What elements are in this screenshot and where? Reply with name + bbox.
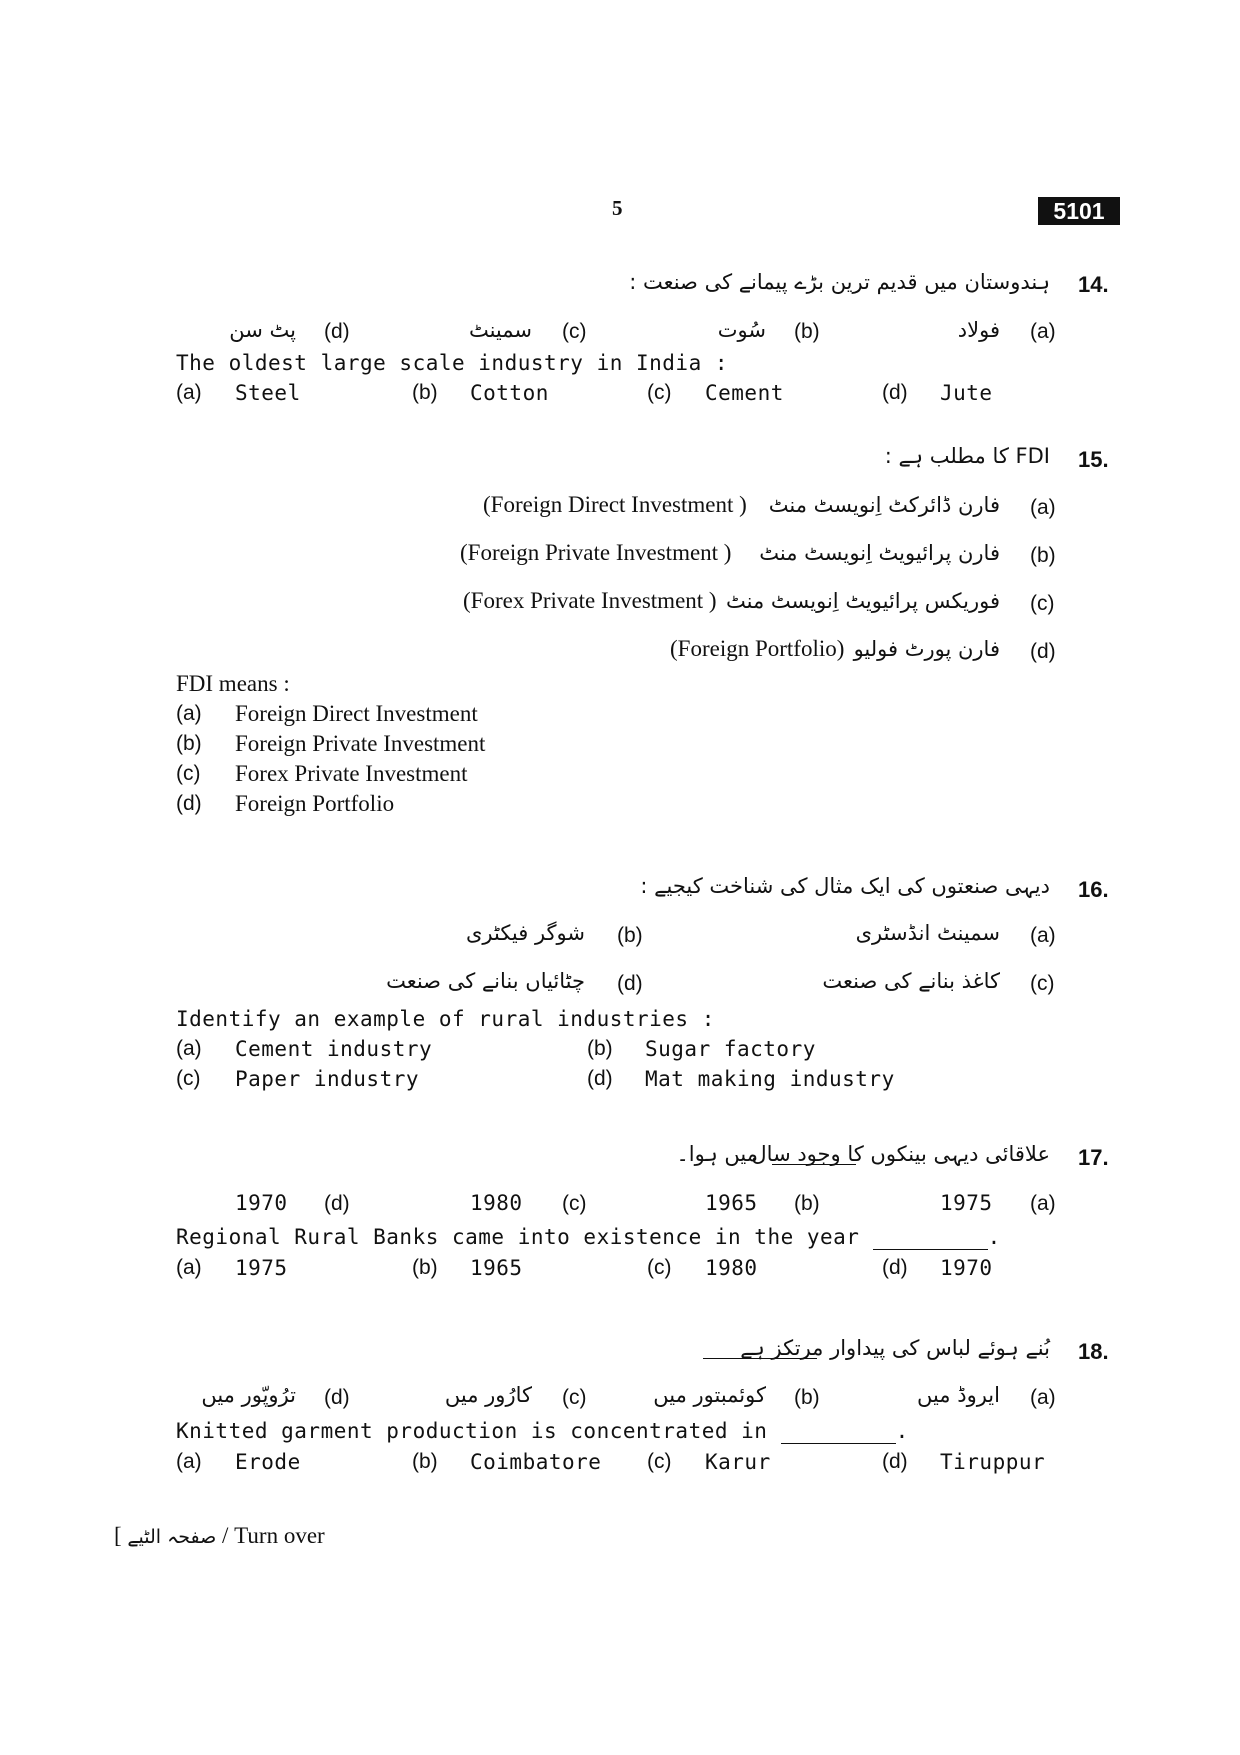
q14-option-c: Cement [705, 381, 784, 405]
q15-urdu-option-b: فارن پرائیویٹ اِنویسٹ منٹ [759, 541, 1000, 565]
q14-urdu-option-c-label: (c) [562, 320, 587, 343]
question-14-urdu-stem: ہندوستان میں قدیم ترین بڑے پیمانے کی صنعت : [629, 270, 1050, 294]
q16-option-b: Sugar factory [645, 1037, 816, 1061]
q17-option-b: 1965 [470, 1256, 523, 1280]
q18-urdu-option-c: کارُور میں [444, 1383, 532, 1407]
q14-urdu-option-a-label: (a) [1030, 320, 1056, 343]
q18-answer-blank [781, 1419, 896, 1444]
q17-urdu-option-c-label: (c) [562, 1192, 587, 1215]
question-15-english-stem: FDI means : [176, 671, 290, 696]
q16-urdu-option-b-label: (b) [617, 924, 643, 947]
q18-urdu-blank [703, 1338, 817, 1359]
q17-option-a: 1975 [235, 1256, 288, 1280]
q17-urdu-option-c: 1980 [470, 1191, 523, 1215]
q15-option-b-label: (b) [176, 732, 202, 755]
footer-urdu-text: صفحہ الٹیے [127, 1526, 217, 1548]
q17-urdu-option-b-label: (b) [794, 1192, 820, 1215]
question-15-number: 15. [1078, 447, 1109, 472]
question-18-urdu-stem: بُنے ہوئے لباس کی پیداوار مرتکز ہے [740, 1336, 1050, 1360]
question-16-english-stem: Identify an example of rural industries : [176, 1007, 715, 1031]
q15-option-a: Foreign Direct Investment [235, 701, 478, 726]
q15-urdu-option-a: فارن ڈائرکٹ اِنویسٹ منٹ [768, 493, 1000, 517]
q14-option-c-label: (c) [647, 381, 672, 404]
q15-urdu-option-b-english: (Foreign Private Investment ) [460, 540, 732, 565]
question-17-urdu-stem-after: میں ہوا۔ [676, 1142, 758, 1166]
q16-option-a: Cement industry [235, 1037, 433, 1061]
q15-option-c-label: (c) [176, 762, 201, 785]
q16-option-a-label: (a) [176, 1037, 202, 1060]
q15-urdu-option-d-label: (d) [1030, 640, 1056, 663]
q17-option-c: 1980 [705, 1256, 758, 1280]
q15-urdu-option-d: فارن پورٹ فولیو [853, 637, 1000, 661]
q15-option-d: Foreign Portfolio [235, 791, 395, 816]
q17-urdu-option-a: 1975 [940, 1191, 993, 1215]
q14-option-b-label: (b) [412, 381, 438, 404]
question-16-urdu-stem: دیہی صنعتوں کی ایک مثال کی شناخت کیجیے : [640, 874, 1050, 898]
q18-urdu-option-c-label: (c) [562, 1386, 587, 1409]
q18-option-a: Erode [235, 1450, 301, 1474]
q18-urdu-option-b-label: (b) [794, 1386, 820, 1409]
q18-option-b-label: (b) [412, 1450, 438, 1473]
q17-answer-blank [873, 1225, 988, 1250]
q18-urdu-option-a: ایروڈ میں [916, 1383, 1000, 1407]
q14-option-d-label: (d) [882, 381, 908, 404]
q16-option-c: Paper industry [235, 1067, 420, 1091]
page-number: 5 [612, 196, 623, 220]
q14-option-a-label: (a) [176, 381, 202, 404]
q17-urdu-blank [772, 1144, 856, 1165]
q16-urdu-option-a-label: (a) [1030, 924, 1056, 947]
q18-urdu-option-a-label: (a) [1030, 1386, 1056, 1409]
q15-urdu-option-c: فوریکس پرائیویٹ اِنویسٹ منٹ [726, 589, 1000, 613]
q15-urdu-option-b-label: (b) [1030, 544, 1056, 567]
q16-option-d: Mat making industry [645, 1067, 895, 1091]
q16-urdu-option-c-label: (c) [1030, 972, 1055, 995]
q14-option-a: Steel [235, 381, 301, 405]
q16-option-b-label: (b) [587, 1037, 613, 1060]
q15-option-b: Foreign Private Investment [235, 731, 486, 756]
q16-urdu-option-c: کاغذ بنانے کی صنعت [822, 969, 1000, 993]
question-16-number: 16. [1078, 877, 1109, 902]
question-17-urdu-stem-before: علاقائی دیہی بینکوں کا وجود سال [751, 1142, 1050, 1166]
q17-urdu-option-a-label: (a) [1030, 1192, 1056, 1215]
q17-urdu-option-d-label: (d) [324, 1192, 350, 1215]
q17-option-b-label: (b) [412, 1256, 438, 1279]
q17-option-d-label: (d) [882, 1256, 908, 1279]
q14-urdu-option-d-label: (d) [324, 320, 350, 343]
q14-urdu-option-c: سمینٹ [468, 318, 532, 342]
paper-code-badge: 5101 [1038, 197, 1120, 225]
q18-option-c-label: (c) [647, 1450, 672, 1473]
q15-option-c: Forex Private Investment [235, 761, 468, 786]
question-14-english-stem: The oldest large scale industry in India : [176, 351, 729, 375]
question-14-number: 14. [1078, 272, 1109, 297]
q17-urdu-option-d: 1970 [235, 1191, 288, 1215]
q16-urdu-option-a: سمینٹ انڈسٹری [855, 921, 1000, 945]
question-18-english-stem: Knitted garment production is concentrated in . [176, 1419, 909, 1443]
q16-urdu-option-d-label: (d) [617, 972, 643, 995]
q18-option-d: Tiruppur [940, 1450, 1046, 1474]
q18-urdu-option-d: ترُوپّور میں [201, 1383, 296, 1407]
q14-option-b: Cotton [470, 381, 549, 405]
q15-urdu-option-d-english: (Foreign Portfolio) [670, 636, 845, 661]
q15-urdu-option-a-label: (a) [1030, 496, 1056, 519]
question-17-english-stem: Regional Rural Banks came into existence in the year . [176, 1225, 1001, 1249]
footer-separator: / [222, 1523, 229, 1548]
q14-urdu-option-a: فولاد [957, 318, 1000, 342]
question-15-urdu-stem: FDI کا مطلب ہے : [884, 444, 1050, 468]
q15-option-d-label: (d) [176, 792, 202, 815]
q15-option-a-label: (a) [176, 702, 202, 725]
q16-option-c-label: (c) [176, 1067, 201, 1090]
q18-option-c: Karur [705, 1450, 771, 1474]
q18-option-b: Coimbatore [470, 1450, 602, 1474]
q18-urdu-option-b: کوئمبتور میں [653, 1383, 766, 1407]
footer-turn-over [114, 1523, 325, 1549]
footer-bracket: [ [114, 1523, 122, 1548]
q17-urdu-option-b: 1965 [705, 1191, 758, 1215]
q14-urdu-option-b-label: (b) [794, 320, 820, 343]
q15-urdu-option-c-english: (Forex Private Investment ) [463, 588, 717, 613]
q14-urdu-option-b: سُوت [717, 318, 766, 342]
q17-option-a-label: (a) [176, 1256, 202, 1279]
question-17-number: 17. [1078, 1145, 1109, 1170]
q17-option-c-label: (c) [647, 1256, 672, 1279]
q17-option-d: 1970 [940, 1256, 993, 1280]
q16-option-d-label: (d) [587, 1067, 613, 1090]
q14-option-d: Jute [940, 381, 993, 405]
footer-english-text: Turn over [234, 1523, 325, 1548]
q14-urdu-option-d: پٹ سن [229, 318, 296, 342]
q18-urdu-option-d-label: (d) [324, 1386, 350, 1409]
q16-urdu-option-d: چٹائیاں بنانے کی صنعت [386, 969, 585, 993]
question-18-number: 18. [1078, 1339, 1109, 1364]
q15-urdu-option-c-label: (c) [1030, 592, 1055, 615]
q15-urdu-option-a-english: (Foreign Direct Investment ) [483, 492, 747, 517]
q16-urdu-option-b: شوگر فیکٹری [465, 921, 585, 945]
q18-option-a-label: (a) [176, 1450, 202, 1473]
q18-option-d-label: (d) [882, 1450, 908, 1473]
